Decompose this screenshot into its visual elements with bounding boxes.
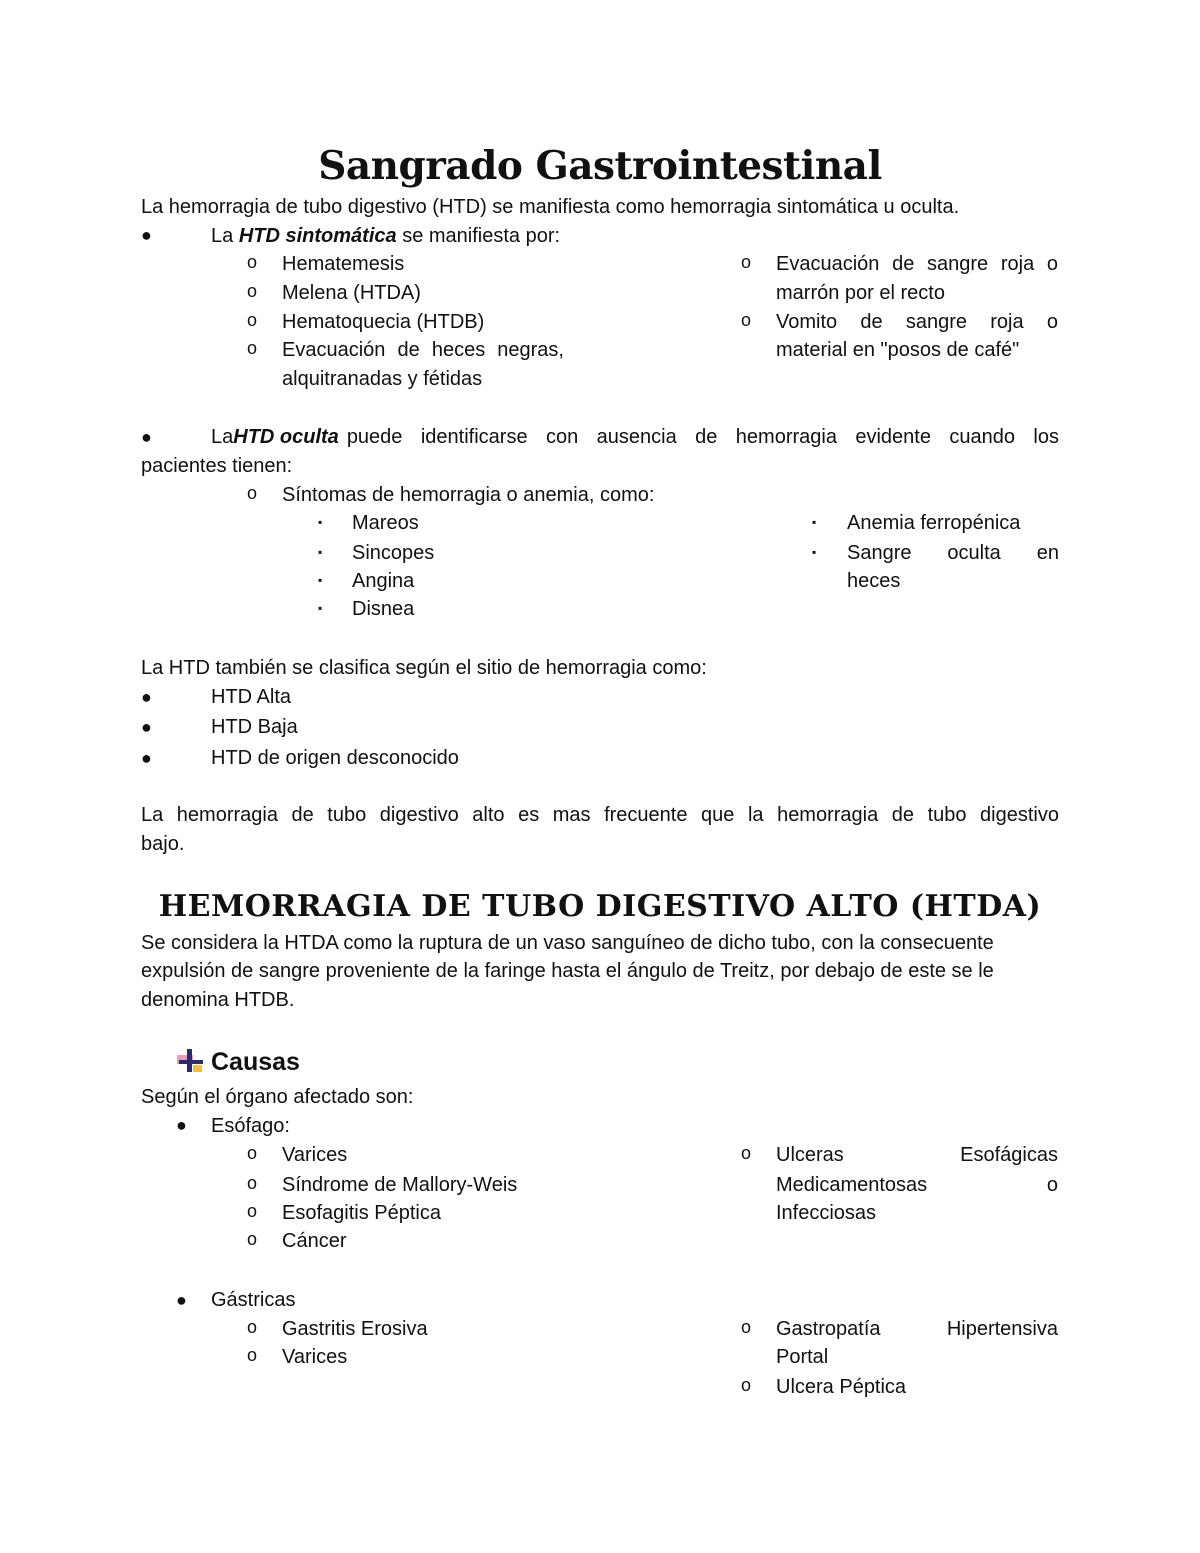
list-item-continuation: Infecciosas <box>776 1202 877 1224</box>
pin-icon-svg <box>175 1046 205 1076</box>
list-item: Vomito de sangre roja o <box>776 311 1058 333</box>
square-glyph: ▪ <box>318 601 323 615</box>
circle-glyph: o <box>247 1317 258 1337</box>
square-glyph: ▪ <box>812 515 817 529</box>
bullet-glyph: ● <box>141 427 152 447</box>
list-item: Hematoquecia (HTDB) <box>282 311 485 333</box>
frecuencia-line-1: La hemorragia de tubo digestivo alto es mas frecuente que la hemorragia de tubo digestivo <box>141 804 1059 826</box>
circle-glyph: o <box>247 1201 258 1221</box>
list-item: Síntomas de hemorragia o anemia, como: <box>282 484 655 506</box>
emphasis-term: HTD sintomática <box>238 225 397 247</box>
text-fragment: se manifiesta por: <box>402 225 561 247</box>
oculta-line-2: pacientes tienen: <box>141 455 293 477</box>
list-item: Hematemesis <box>282 253 405 275</box>
list-item: HTD Alta <box>211 686 292 708</box>
page-title: Sangrado Gastrointestinal <box>318 143 882 189</box>
circle-glyph: o <box>247 252 258 272</box>
text-fragment: La <box>211 426 234 448</box>
list-item: HTD Baja <box>211 716 298 738</box>
pin-icon <box>175 1046 205 1076</box>
list-item: Disnea <box>352 598 415 620</box>
esofago-label: Esófago: <box>211 1115 290 1137</box>
list-item: Angina <box>352 570 415 592</box>
list-item: HTD de origen desconocido <box>211 747 459 769</box>
clasifica-lead: La HTD también se clasifica según el sitio de hemorragia como: <box>141 657 707 679</box>
oculta-line <box>211 425 1059 449</box>
list-item: Ulceras Esofágicas <box>776 1144 1058 1166</box>
bullet-glyph: ● <box>141 225 152 245</box>
text-fragment: La <box>211 225 234 247</box>
circle-glyph: o <box>247 1173 258 1193</box>
square-glyph: ▪ <box>812 545 817 559</box>
circle-glyph: o <box>741 252 752 272</box>
bullet-glyph: ● <box>141 687 152 707</box>
square-glyph: ▪ <box>318 545 323 559</box>
circle-glyph: o <box>247 1345 258 1365</box>
list-item: Evacuación de heces negras, <box>282 339 564 361</box>
list-item: Varices <box>282 1144 348 1166</box>
list-item: Varices <box>282 1346 348 1368</box>
list-item: Sangre oculta en <box>847 542 1059 564</box>
circle-glyph: o <box>741 310 752 330</box>
frecuencia-line-2: bajo. <box>141 833 185 855</box>
list-item-continuation: Medicamentosas o <box>776 1174 1058 1196</box>
pin-icon-shape <box>193 1065 202 1072</box>
list-item: Gastritis Erosiva <box>282 1318 428 1340</box>
htda-line-2: expulsión de sangre proveniente de la faringe hasta el ángulo de Treitz, por debajo de este se le <box>141 960 994 982</box>
list-item: Ulcera Péptica <box>776 1376 907 1398</box>
bullet-glyph: ● <box>141 717 152 737</box>
gastricas-label: Gástricas <box>211 1289 296 1311</box>
circle-glyph: o <box>741 1317 752 1337</box>
list-item: Cáncer <box>282 1230 347 1252</box>
circle-glyph: o <box>247 310 258 330</box>
sintomatica-line <box>211 224 560 248</box>
list-item: Melena (HTDA) <box>282 282 421 304</box>
emphasis-term: HTD oculta <box>233 426 339 448</box>
list-item-continuation: alquitranadas y fétidas <box>282 368 483 390</box>
circle-glyph: o <box>247 1143 258 1163</box>
circle-glyph: o <box>741 1143 752 1163</box>
text-fragment: puede identificarse con ausencia de hemorragia evidente cuando los <box>346 426 1059 448</box>
list-item: Anemia ferropénica <box>847 512 1021 534</box>
intro-paragraph: La hemorragia de tubo digestivo (HTD) se manifiesta como hemorragia sintomática u oculta. <box>141 196 960 218</box>
square-glyph: ▪ <box>318 573 323 587</box>
bullet-glyph: ● <box>141 748 152 768</box>
list-item-continuation: heces <box>847 570 901 592</box>
list-item-continuation: material en "posos de café" <box>776 339 1020 361</box>
list-item: Esofagitis Péptica <box>282 1202 441 1224</box>
list-item: Evacuación de sangre roja o <box>776 253 1058 275</box>
circle-glyph: o <box>247 281 258 301</box>
bullet-glyph: ● <box>176 1290 187 1310</box>
list-item: Gastropatía Hipertensiva <box>776 1318 1058 1340</box>
list-item: Sincopes <box>352 542 435 564</box>
htda-line-3: denomina HTDB. <box>141 989 295 1011</box>
pin-icon-shape <box>179 1060 203 1064</box>
list-item: Síndrome de Mallory-Weis <box>282 1174 518 1196</box>
bullet-glyph: ● <box>176 1115 187 1135</box>
circle-glyph: o <box>247 483 258 503</box>
circle-glyph: o <box>741 1375 752 1395</box>
circle-glyph: o <box>247 1229 258 1249</box>
list-item-continuation: Portal <box>776 1346 829 1368</box>
circle-glyph: o <box>247 338 258 358</box>
causas-lead: Según el órgano afectado son: <box>141 1086 414 1108</box>
causas-heading: Causas <box>211 1048 300 1076</box>
square-glyph: ▪ <box>318 515 323 529</box>
htda-line-1: Se considera la HTDA como la ruptura de un vaso sanguíneo de dicho tubo, con la consecuente <box>141 932 994 954</box>
section-heading-htda: HEMORRAGIA DE TUBO DIGESTIVO ALTO (HTDA) <box>158 889 1042 924</box>
list-item-continuation: marrón por el recto <box>776 282 945 304</box>
list-item: Mareos <box>352 512 419 534</box>
